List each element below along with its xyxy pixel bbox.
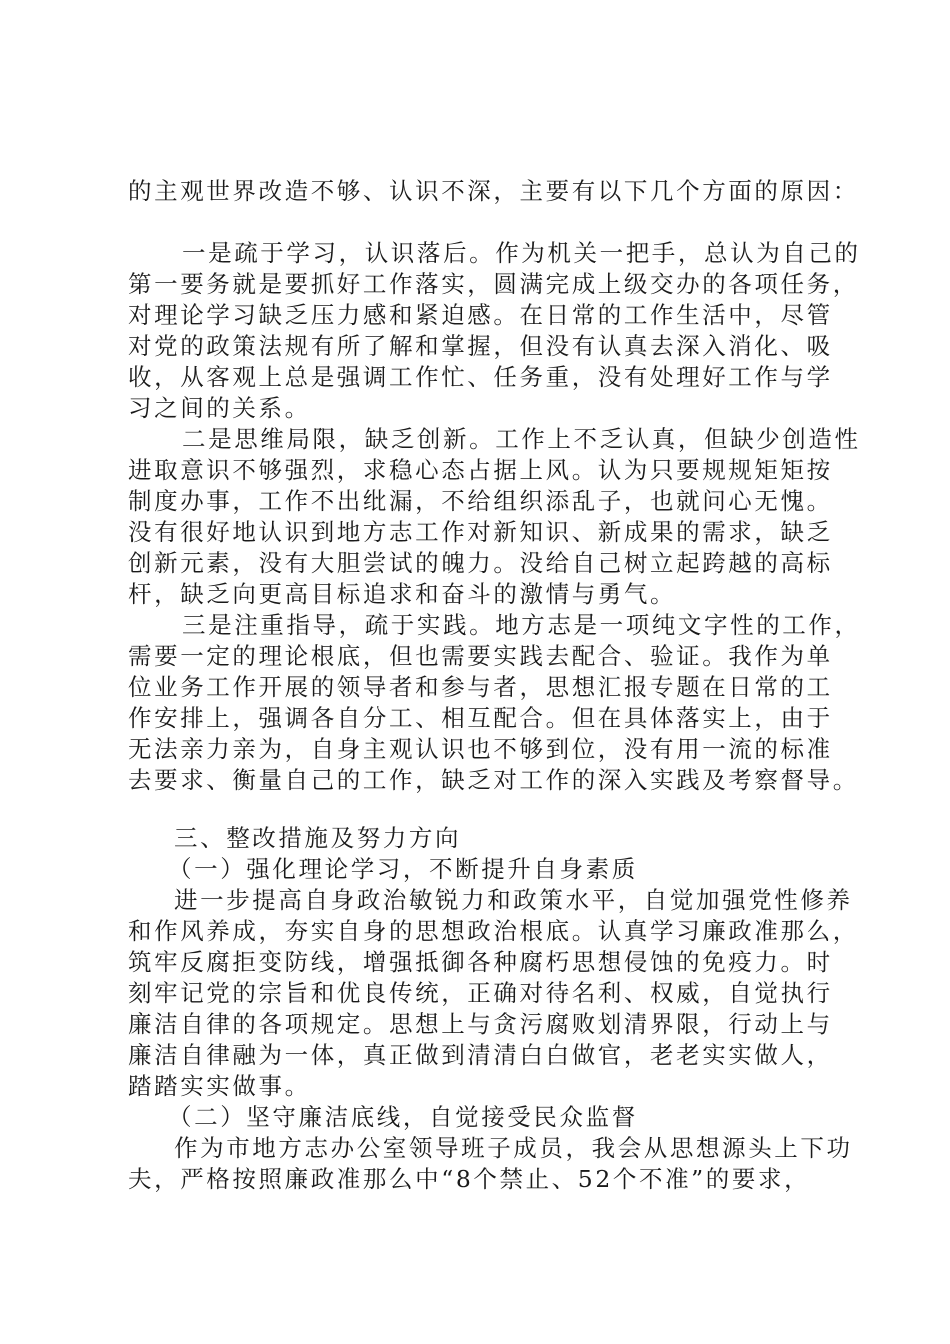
text-line: 进一步提高自身政治敏锐力和政策水平，自觉加强党性修养 bbox=[174, 886, 853, 914]
text-line: 没有很好地认识到地方志工作对新知识、新成果的需求，缺乏 bbox=[128, 518, 833, 546]
text-line: 收，从客观上总是强调工作忙、任务重，没有处理好工作与学 bbox=[128, 363, 833, 391]
text-line: 创新元素，没有大胆尝试的魄力。没给自己树立起跨越的高标 bbox=[128, 549, 833, 577]
text-line: 筑牢反腐拒变防线，增强抵御各种腐朽思想侵蚀的免疫力。时 bbox=[128, 948, 833, 976]
text-line: 和作风养成，夯实自身的思想政治根底。认真学习廉政准那么， bbox=[128, 917, 859, 945]
section-heading: 三、整改措施及努力方向 bbox=[174, 824, 462, 852]
text-line: 第一要务就是要抓好工作落实，圆满完成上级交办的各项任务， bbox=[128, 270, 859, 298]
text-line: 三是注重指导，疏于实践。地方志是一项纯文字性的工作， bbox=[182, 611, 861, 639]
text-line: 需要一定的理论根底，但也需要实践去配合、验证。我作为单 bbox=[128, 642, 833, 670]
text-line: 对党的政策法规有所了解和掌握，但没有认真去深入消化、吸 bbox=[128, 332, 833, 360]
subsection-heading: （一）强化理论学习，不断提升自身素质 bbox=[168, 855, 638, 883]
text-line: 进取意识不够强烈，求稳心态占据上风。认为只要规规矩矩按 bbox=[128, 456, 833, 484]
text-line: 二是思维局限，缺乏创新。工作上不乏认真，但缺少创造性 bbox=[182, 425, 861, 453]
text-line: 作为市地方志办公室领导班子成员，我会从思想源头上下功 bbox=[174, 1134, 853, 1162]
text-line: 杆，缺乏向更高目标追求和奋斗的激情与勇气。 bbox=[128, 580, 677, 608]
text-line: 廉洁自律的各项规定。思想上与贪污腐败划清界限，行动上与 bbox=[128, 1010, 833, 1038]
text-line: 习之间的关系。 bbox=[128, 394, 311, 422]
subsection-heading: （二）坚守廉洁底线，自觉接受民众监督 bbox=[168, 1103, 638, 1131]
text-line: 廉洁自律融为一体，真正做到清清白白做官，老老实实做人， bbox=[128, 1041, 833, 1069]
text-line: 的主观世界改造不够、认识不深，主要有以下几个方面的原因： bbox=[128, 177, 859, 205]
text-line: 无法亲力亲为，自身主观认识也不够到位，没有用一流的标准 bbox=[128, 735, 833, 763]
text-line: 对理论学习缺乏压力感和紧迫感。在日常的工作生活中，尽管 bbox=[128, 301, 833, 329]
text-line: 刻牢记党的宗旨和优良传统，正确对待名利、权威，自觉执行 bbox=[128, 979, 833, 1007]
text-line: 作安排上，强调各自分工、相互配合。但在具体落实上，由于 bbox=[128, 704, 833, 732]
text-line: 制度办事，工作不出纰漏，不给组织添乱子，也就问心无愧。 bbox=[128, 487, 833, 515]
text-line: 一是疏于学习，认识落后。作为机关一把手，总认为自己的 bbox=[182, 239, 861, 267]
text-line: 踏踏实实做事。 bbox=[128, 1072, 311, 1100]
text-line: 去要求、衡量自己的工作，缺乏对工作的深入实践及考察督导。 bbox=[128, 766, 859, 794]
text-line: 位业务工作开展的领导者和参与者，思想汇报专题在日常的工 bbox=[128, 673, 833, 701]
text-line: 夫，严格按照廉政准那么中“8个禁止、52个不准”的要求， bbox=[128, 1165, 811, 1193]
